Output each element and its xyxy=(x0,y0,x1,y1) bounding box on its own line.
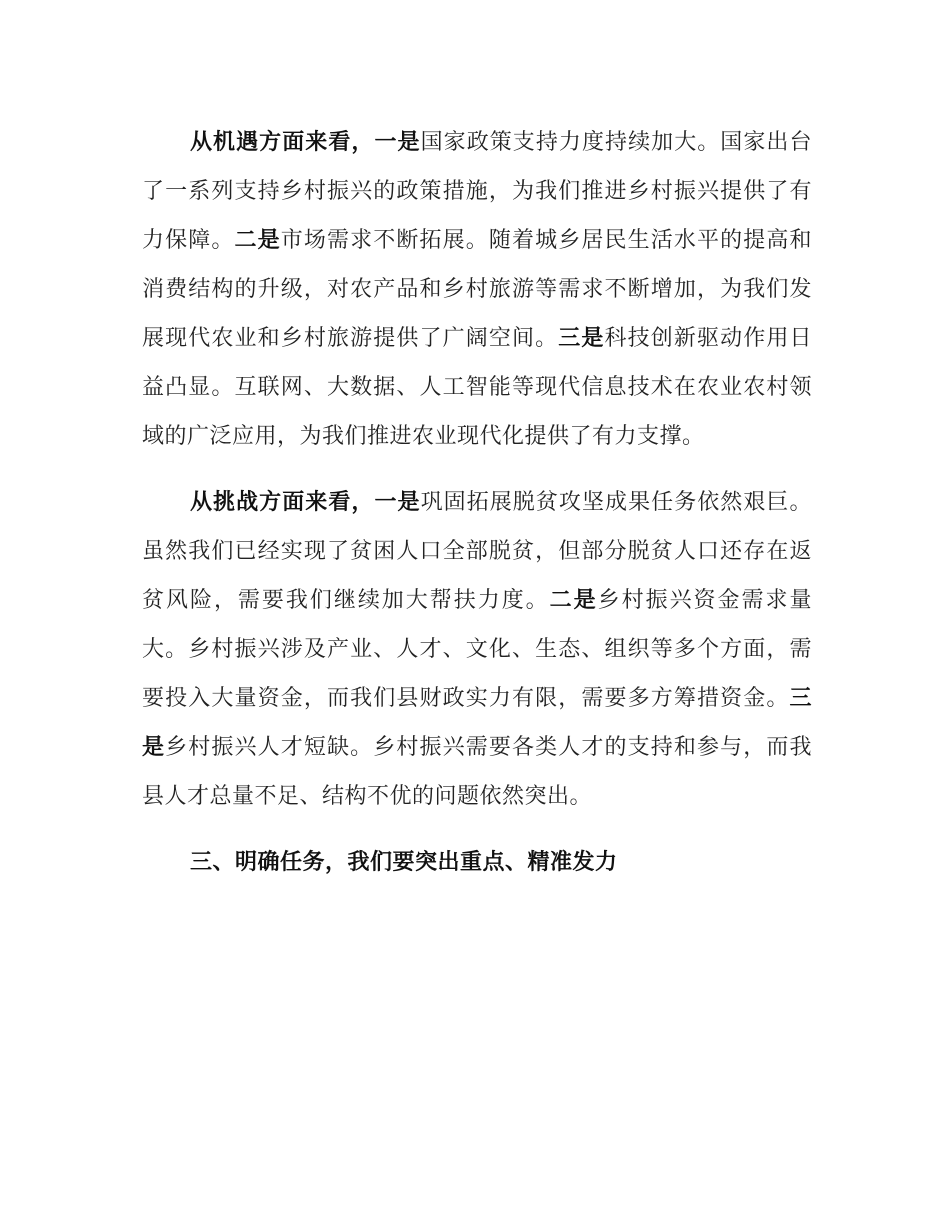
paragraph-text: 国家政策支持力度持续加大。国家出台了一系列支持乡村振兴的政策措施，为我们推进乡村振兴提供了有力保障。 xyxy=(142,130,812,253)
section-heading: 三、明确任务，我们要突出重点、精准发力 xyxy=(190,850,618,875)
paragraph-opportunities xyxy=(142,118,812,461)
document-body xyxy=(142,118,812,887)
paragraph-lead: 从机遇方面来看， xyxy=(190,130,375,155)
paragraph-lead: 从挑战方面来看， xyxy=(190,490,375,515)
point-marker: 一是 xyxy=(374,130,421,155)
point-marker: 二是 xyxy=(549,588,598,613)
point-marker: 一是 xyxy=(374,490,421,515)
point-marker: 二是 xyxy=(234,228,281,253)
point-marker: 三是 xyxy=(558,326,605,351)
paragraph-text: 科技创新驱动作用日益凸显。互联网、大数据、人工智能等现代信息技术在农业农村领域的广泛应用，为我们推进农业现代化提供了有力支撑。 xyxy=(142,326,812,449)
paragraph-challenges xyxy=(142,478,812,821)
paragraph-text: 市场需求不断拓展。随着城乡居民生活水平的提高和消费结构的升级，对农产品和乡村旅游等需求不断增加，为我们发展现代农业和乡村旅游提供了广阔空间。 xyxy=(142,228,812,351)
paragraph-text: 巩固拓展脱贫攻坚成果任务依然艰巨。虽然我们已经实现了贫困人口全部脱贫，但部分脱贫人口还存在返贫风险，需要我们继续加大帮扶力度。 xyxy=(142,490,812,613)
paragraph-text: 乡村振兴资金需求量大。乡村振兴涉及产业、人才、文化、生态、组织等多个方面，需要投入大量资金，而我们县财政实力有限，需要多方筹措资金。 xyxy=(142,588,812,711)
paragraph-text: 乡村振兴人才短缺。乡村振兴需要各类人才的支持和参与，而我县人才总量不足、结构不优的问题依然突出。 xyxy=(142,735,812,809)
point-marker: 三是 xyxy=(142,686,812,760)
